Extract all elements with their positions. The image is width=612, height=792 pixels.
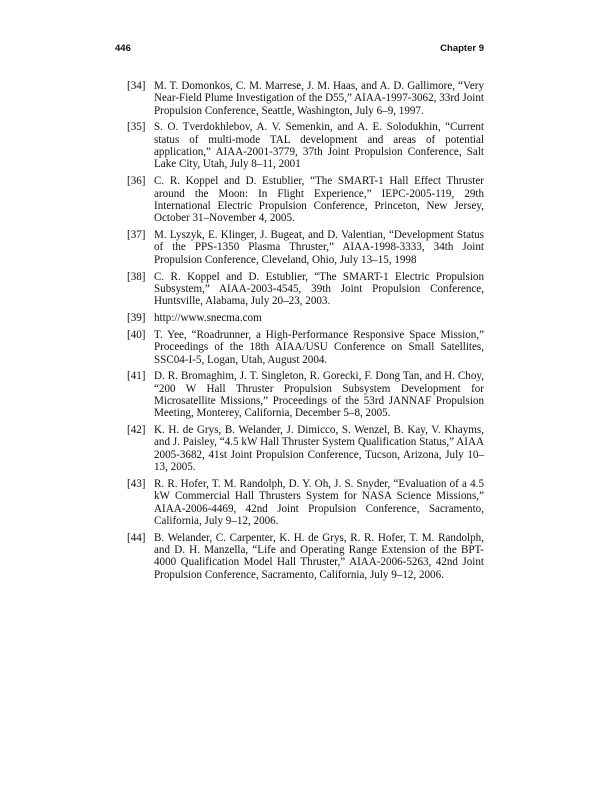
reference-text: T. Yee, “Roadrunner, a High-Performance Responsive Space Mission,” Proceedings of the 18th AIAA/USU Conference on Small Satellites, SSC04-I-5, Logan, Utah, August 2004. bbox=[154, 328, 484, 366]
reference-number: [42] bbox=[127, 424, 146, 437]
reference-number: [35] bbox=[127, 121, 146, 134]
reference-number: [39] bbox=[127, 312, 146, 325]
reference-number: [40] bbox=[127, 328, 146, 341]
reference-text: S. O. Tverdokhlebov, A. V. Semenkin, and A. E. Solodukhin, “Current status of multi-mode TAL development and areas of potential application,” AIAA-2001-3779, 37th Joint Propulsion Conference, Salt Lake City, Utah, July 8–11, 2001 bbox=[154, 121, 484, 171]
reference-item bbox=[127, 121, 484, 170]
reference-number: [34] bbox=[127, 80, 146, 92]
reference-item bbox=[127, 80, 484, 117]
reference-number: [44] bbox=[127, 531, 146, 544]
reference-item bbox=[127, 478, 484, 527]
reference-number: [43] bbox=[127, 477, 146, 490]
reference-text: D. R. Bromaghim, J. T. Singleton, R. Gorecki, F. Dong Tan, and H. Choy, “200 W Hall Thruster Propulsion Subsystem Development for Microsatellite Missions,” Proceedings of the 53rd JANNAF Propulsion Meeting, Monterey, California, December 5–8, 2005. bbox=[154, 370, 484, 420]
reference-text: M. Lyszyk, E. Klinger, J. Bugeat, and D. Valentian, “Development Status of the PPS-1350 Plasma Thruster,” AIAA-1998-3333, 34th Joint Propulsion Conference, Cleveland, Ohio, July 13–15, 1998 bbox=[154, 229, 484, 266]
reference-text: C. R. Koppel and D. Estublier, “The SMART-1 Electric Propulsion Subsystem,” AIAA-2003-4545, 39th Joint Propulsion Conference, Huntsville, Alabama, July 20–23, 2003. bbox=[154, 270, 484, 308]
reference-number: [38] bbox=[127, 270, 146, 283]
reference-item bbox=[127, 271, 484, 308]
page-header bbox=[115, 43, 484, 57]
reference-text: R. R. Hofer, T. M. Randolph, D. Y. Oh, J. S. Snyder, “Evaluation of a 4.5 kW Commercial Hall Thrusters System for NASA Science Missions,” AIAA-2006-4469, 42nd Joint Propulsion Conference, Sacramento, California, July 9–12, 2006. bbox=[154, 477, 484, 527]
reference-number: [36] bbox=[127, 175, 146, 188]
reference-item bbox=[127, 532, 484, 581]
reference-list bbox=[127, 80, 484, 586]
reference-item bbox=[127, 175, 484, 224]
reference-item bbox=[127, 229, 484, 266]
reference-item bbox=[127, 424, 484, 473]
reference-item bbox=[127, 329, 484, 366]
reference-text: K. H. de Grys, B. Welander, J. Dimicco, S. Wenzel, B. Kay, V. Khayms, and J. Paisley, “4.5 kW Hall Thruster System Qualification Status,” AIAA 2005-3682, 41st Joint Propulsion Conference, Tucson, Arizona, July 10–13, 2005. bbox=[154, 424, 484, 474]
reference-text: M. T. Domonkos, C. M. Marrese, J. M. Haas, and A. D. Gallimore, “Very Near-Field Plume Investigation of the D55,” AIAA-1997-3062, 33rd Joint Propulsion Conference, Seattle, Washington, July 6–9, 1997. bbox=[154, 80, 484, 117]
reference-text[interactable]: http://www.snecma.com bbox=[154, 312, 262, 325]
page-number: 446 bbox=[115, 43, 131, 54]
reference-text: B. Welander, C. Carpenter, K. H. de Grys, R. R. Hofer, T. M. Randolph, and D. H. Manzella, “Life and Operating Range Extension of the BPT-4000 Qualification Model Hall Thruster,” AIAA-2006-5263, 42nd Joint Propulsion Conference, Sacramento, California, July 9–12, 2006. bbox=[154, 531, 484, 581]
reference-item bbox=[127, 312, 484, 324]
reference-number: [37] bbox=[127, 229, 146, 242]
reference-text: C. R. Koppel and D. Estublier, “The SMART-1 Hall Effect Thruster around the Moon: In Flight Experience,” IEPC-2005-119, 29th International Electric Propulsion Conference, Princeton, New Jersey, October 31–November 4, 2005. bbox=[154, 175, 484, 225]
reference-item bbox=[127, 370, 484, 419]
chapter-title: Chapter 9 bbox=[440, 43, 484, 54]
reference-number: [41] bbox=[127, 370, 146, 383]
